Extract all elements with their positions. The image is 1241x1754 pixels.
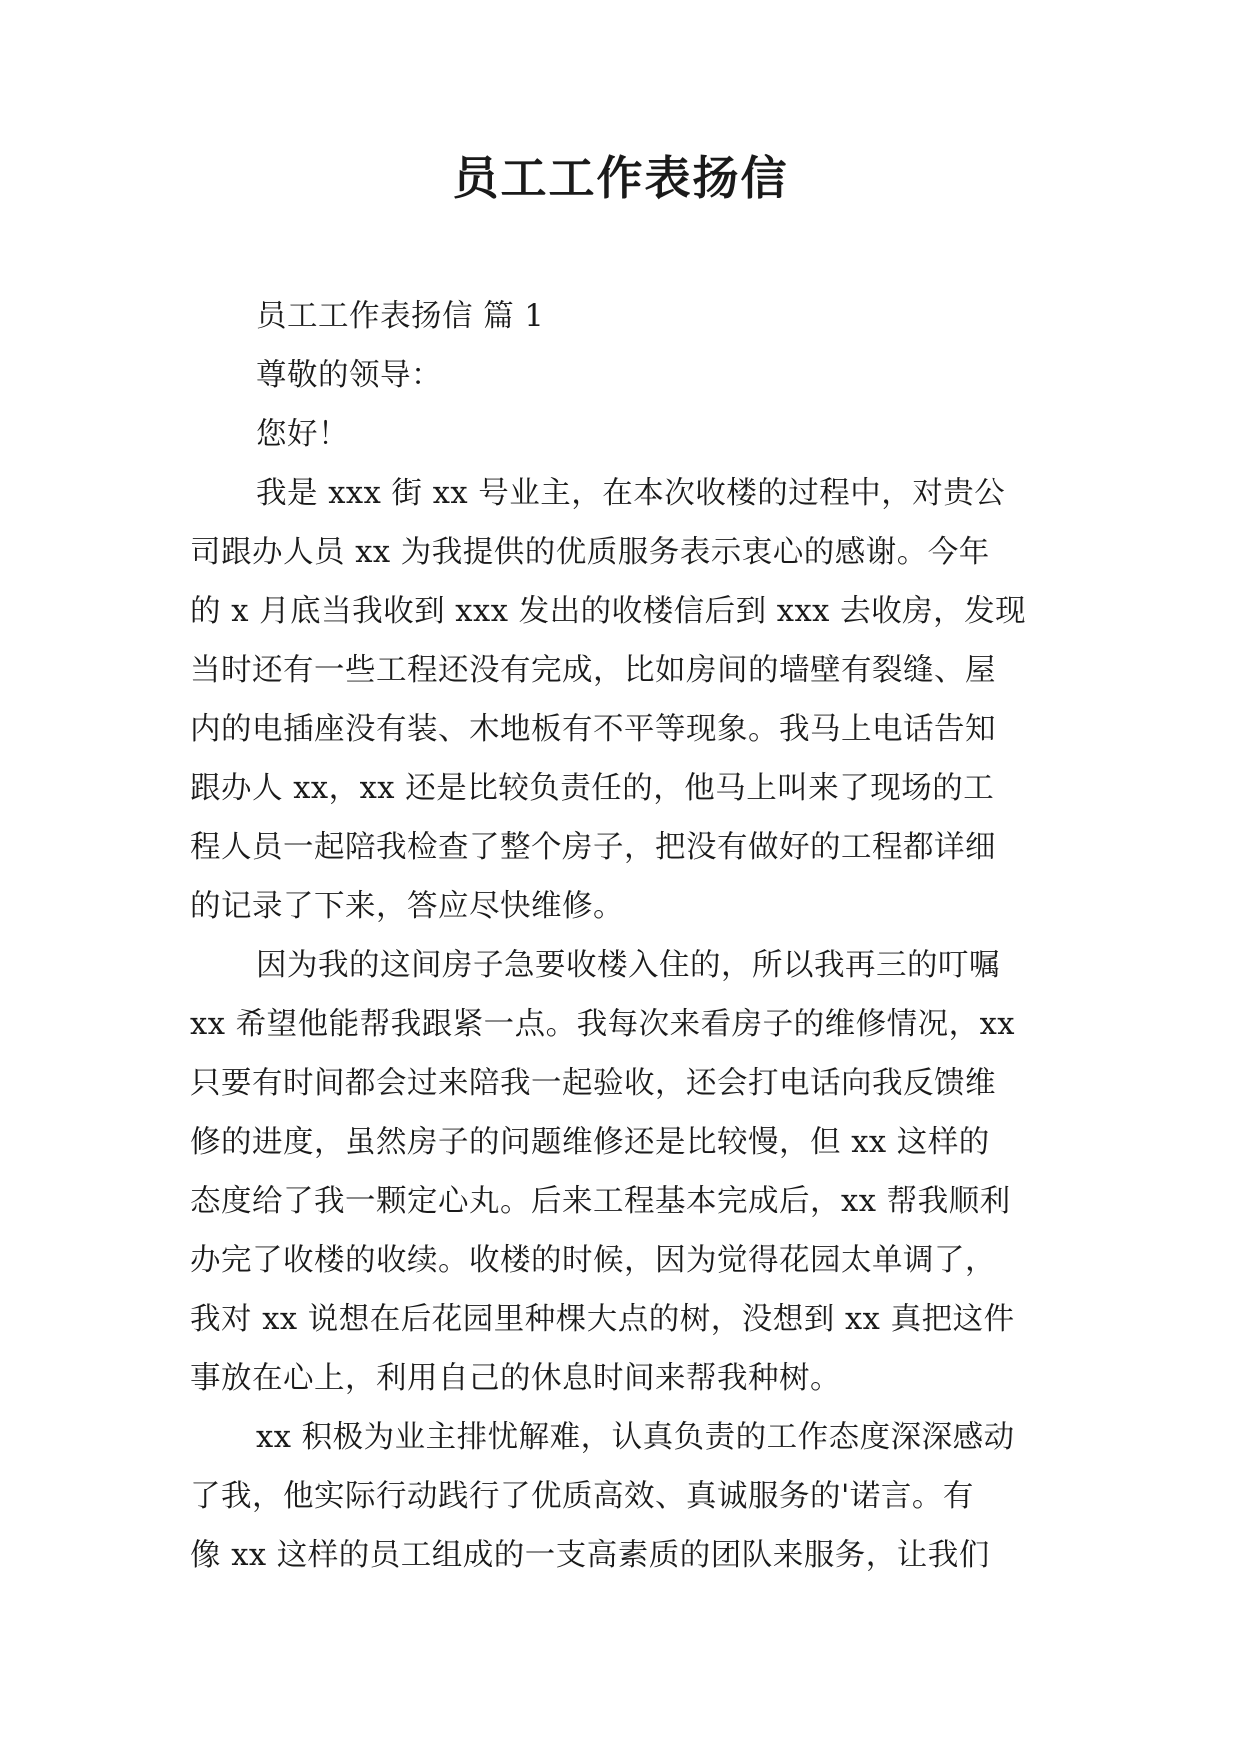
greeting: 尊敬的领导： [256, 358, 442, 393]
paragraph-line: 程人员一起陪我检查了整个房子，把没有做好的工程都详细 [190, 830, 996, 865]
paragraph-line: 了我，他实际行动践行了优质高效、真诚服务的'诺言。有 [190, 1479, 974, 1514]
section-heading: 员工工作表扬信 篇 1 [256, 299, 545, 334]
paragraph-line: 只要有时间都会过来陪我一起验收，还会打电话向我反馈维 [190, 1066, 996, 1101]
paragraph-3 [190, 1408, 1051, 1585]
paragraph-line: 我对 xx 说想在后花园里种棵大点的树，没想到 xx 真把这件 [190, 1302, 1015, 1337]
paragraph-line: 的 x 月底当我收到 xxx 发出的收楼信后到 xxx 去收房，发现 [190, 594, 1027, 629]
paragraph-line: 司跟办人员 xx 为我提供的优质服务表示衷心的感谢。今年 [190, 535, 990, 570]
paragraph-line: xx 希望他能帮我跟紧一点。我每次来看房子的维修情况，xx [190, 1007, 1015, 1042]
paragraph-2 [190, 936, 1051, 1408]
paragraph-line: 因为我的这间房子急要收楼入住的，所以我再三的叮嘱 [256, 948, 1000, 983]
paragraph-line: xx 积极为业主排忧解难，认真负责的工作态度深深感动 [256, 1420, 1015, 1455]
paragraph-line: 修的进度，虽然房子的问题维修还是比较慢，但 xx 这样的 [190, 1125, 990, 1160]
document-body [190, 287, 1051, 1585]
paragraph-line: 的记录了下来，答应尽快维修。 [190, 889, 624, 924]
paragraph-line: 跟办人 xx，xx 还是比较负责任的，他马上叫来了现场的工 [190, 771, 995, 806]
salutation: 您好！ [256, 417, 349, 452]
paragraph-1 [190, 464, 1051, 936]
paragraph-line: 事放在心上，利用自己的休息时间来帮我种树。 [190, 1361, 841, 1396]
paragraph-line: 态度给了我一颗定心丸。后来工程基本完成后，xx 帮我顺利 [190, 1184, 1011, 1219]
document-title: 员工工作表扬信 [452, 151, 789, 205]
paragraph-line: 像 xx 这样的员工组成的一支高素质的团队来服务，让我们 [190, 1538, 990, 1573]
paragraph-line: 当时还有一些工程还没有完成，比如房间的墙壁有裂缝、屋 [190, 653, 996, 688]
paragraph-line: 我是 xxx 街 xx 号业主，在本次收楼的过程中，对贵公 [256, 476, 1006, 511]
paragraph-line: 内的电插座没有装、木地板有不平等现象。我马上电话告知 [190, 712, 996, 747]
paragraph-line: 办完了收楼的收续。收楼的时候，因为觉得花园太单调了， [190, 1243, 996, 1278]
